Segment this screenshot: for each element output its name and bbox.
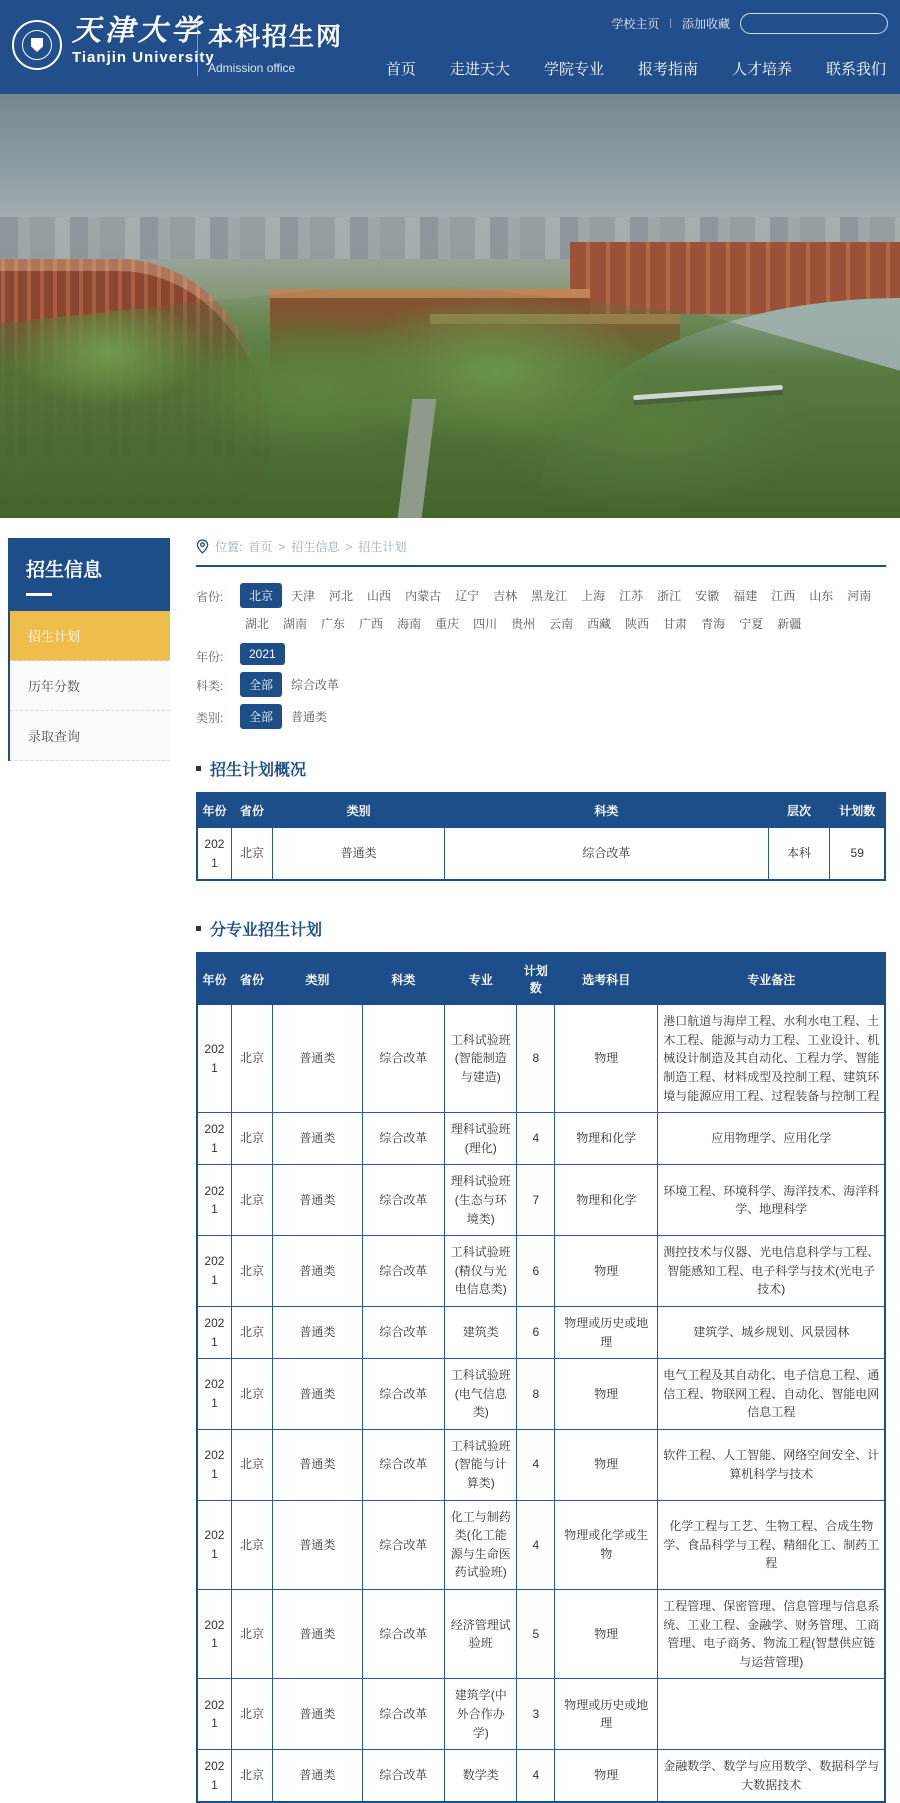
- table-cell: 理科试验班(生态与环境类): [445, 1165, 517, 1236]
- province-option[interactable]: 江西: [771, 589, 796, 603]
- province-option[interactable]: 广东: [321, 617, 346, 631]
- table-cell: 应用物理学、应用化学: [658, 1113, 885, 1165]
- plans-section-title: [196, 917, 886, 940]
- province-options-row1: [240, 583, 876, 608]
- nav-item[interactable]: 学院专业: [543, 61, 604, 78]
- category-option[interactable]: 普通类: [291, 710, 328, 724]
- province-option[interactable]: 安徽: [695, 589, 720, 603]
- table-cell: 工科试验班(精仪与光电信息类): [445, 1236, 517, 1307]
- column-header: 专业备注: [658, 953, 885, 1005]
- table-cell: 建筑学(中外合作办学): [445, 1679, 517, 1750]
- nav-item[interactable]: 人才培养: [731, 61, 792, 78]
- nav-item[interactable]: 报考指南: [637, 61, 698, 78]
- breadcrumb-prefix: 位置:: [215, 540, 243, 554]
- table-cell: 北京: [231, 1005, 272, 1113]
- table-cell: 化工与制药类(化工能源与生命医药试验班): [445, 1500, 517, 1589]
- table-cell: 普通类: [273, 828, 445, 881]
- breadcrumb-enrollment-info[interactable]: 招生信息: [291, 540, 340, 554]
- table-cell: 北京: [231, 1165, 272, 1236]
- sidebar-item-enrollment-plan[interactable]: 招生计划: [10, 611, 170, 661]
- table-cell: 物理: [555, 1236, 658, 1307]
- table-cell: 6: [517, 1306, 555, 1358]
- table-cell: 普通类: [273, 1500, 362, 1589]
- province-option[interactable]: 西藏: [587, 617, 612, 631]
- breadcrumb-separator: >: [345, 539, 353, 554]
- subject-option[interactable]: 综合改革: [291, 678, 340, 692]
- subject-filter-label: 科类:: [196, 679, 224, 693]
- table-cell: 6: [517, 1236, 555, 1307]
- table-cell: 北京: [231, 1359, 272, 1430]
- table-cell: 2021: [197, 1750, 231, 1803]
- province-option[interactable]: 山西: [367, 589, 392, 603]
- table-cell: 普通类: [273, 1113, 362, 1165]
- subject-filter-row: [196, 672, 886, 697]
- subject-option-all[interactable]: 全部: [240, 672, 282, 697]
- site-header: [0, 0, 900, 94]
- column-header: 专业: [445, 953, 517, 1005]
- filter-panel: [196, 583, 886, 729]
- table-cell: 数学类: [445, 1750, 517, 1803]
- province-option[interactable]: 云南: [549, 617, 574, 631]
- table-cell: 2021: [197, 1165, 231, 1236]
- table-cell: 普通类: [273, 1590, 362, 1679]
- school-home-link[interactable]: 学校主页: [611, 17, 660, 31]
- table-cell: 5: [517, 1590, 555, 1679]
- province-option[interactable]: 浙江: [657, 589, 682, 603]
- province-option[interactable]: 北京: [240, 583, 282, 608]
- nav-item[interactable]: 首页: [385, 61, 416, 78]
- breadcrumb-home[interactable]: 首页: [248, 540, 273, 554]
- breadcrumb: [196, 538, 886, 567]
- table-cell: 普通类: [273, 1236, 362, 1307]
- column-header: 层次: [768, 793, 830, 828]
- province-option[interactable]: 上海: [581, 589, 606, 603]
- table-row: [197, 1165, 885, 1236]
- table-cell: 北京: [231, 1306, 272, 1358]
- table-cell: 物理: [555, 1750, 658, 1803]
- table-cell: 工科试验班(智能制造与建造): [445, 1005, 517, 1113]
- sidebar-item-admission-query[interactable]: 录取查询: [10, 711, 170, 761]
- table-cell: 2021: [197, 1005, 231, 1113]
- main-nav: [386, 58, 886, 79]
- province-option[interactable]: 新疆: [777, 617, 802, 631]
- overview-table-header-row: [197, 793, 885, 828]
- table-cell: 2021: [197, 1679, 231, 1750]
- table-cell: 4: [517, 1750, 555, 1803]
- page-content: [0, 518, 900, 1803]
- table-row: [197, 1679, 885, 1750]
- province-option[interactable]: 广西: [359, 617, 384, 631]
- table-row: [197, 1113, 885, 1165]
- table-cell: 2021: [197, 1359, 231, 1430]
- column-header: 选考科目: [555, 953, 658, 1005]
- table-cell: 4: [517, 1500, 555, 1589]
- plans-table-body: [197, 1005, 885, 1803]
- table-cell: 2021: [197, 1590, 231, 1679]
- table-cell: 综合改革: [362, 1750, 445, 1803]
- sidebar: [8, 538, 170, 1803]
- province-option[interactable]: 湖北: [245, 617, 270, 631]
- province-option[interactable]: 贵州: [511, 617, 536, 631]
- table-cell: 8: [517, 1359, 555, 1430]
- province-option[interactable]: 湖南: [283, 617, 308, 631]
- section-bullet-icon: [196, 766, 201, 771]
- table-cell: 8: [517, 1005, 555, 1113]
- province-option[interactable]: 青海: [701, 617, 726, 631]
- plans-table-header-row: [197, 953, 885, 1005]
- category-option-all[interactable]: 全部: [240, 704, 282, 729]
- table-cell: 2021: [197, 1500, 231, 1589]
- column-header: 科类: [362, 953, 445, 1005]
- table-cell: 2021: [197, 828, 231, 881]
- table-cell: [658, 1679, 885, 1750]
- province-option[interactable]: 河南: [847, 589, 872, 603]
- table-cell: 综合改革: [362, 1679, 445, 1750]
- table-cell: 综合改革: [362, 1429, 445, 1500]
- table-cell: 普通类: [273, 1750, 362, 1803]
- table-row: [197, 1500, 885, 1589]
- nav-item[interactable]: 走进天大: [449, 61, 510, 78]
- table-cell: 本科: [768, 828, 830, 881]
- plans-table: [196, 952, 886, 1803]
- table-cell: 工程管理、保密管理、信息管理与信息系统、工业工程、金融学、财务管理、工商管理、电子商务、物流工程(智慧供应链与运营管理): [658, 1590, 885, 1679]
- shield-icon: [31, 38, 43, 52]
- table-cell: 物理或历史或地理: [555, 1679, 658, 1750]
- table-cell: 综合改革: [362, 1236, 445, 1307]
- table-row: [197, 1306, 885, 1358]
- table-cell: 4: [517, 1113, 555, 1165]
- table-cell: 普通类: [273, 1306, 362, 1358]
- table-cell: 普通类: [273, 1165, 362, 1236]
- table-cell: 北京: [231, 1590, 272, 1679]
- province-option[interactable]: 内蒙古: [405, 589, 442, 603]
- overview-table-body: [197, 828, 885, 881]
- table-cell: 物理: [555, 1590, 658, 1679]
- table-row: [197, 1236, 885, 1307]
- site-title-block: [208, 17, 343, 75]
- table-cell: 工科试验班(智能与计算类): [445, 1429, 517, 1500]
- section-bullet-icon: [196, 926, 201, 931]
- province-option[interactable]: 黑龙江: [531, 589, 568, 603]
- overview-table: [196, 792, 886, 881]
- column-header: 计划数: [517, 953, 555, 1005]
- table-cell: 化学工程与工艺、生物工程、合成生物学、食品科学与工程、精细化工、制药工程: [658, 1500, 885, 1589]
- province-filter-row: [196, 583, 886, 636]
- province-option[interactable]: 海南: [397, 617, 422, 631]
- year-filter-label: 年份:: [196, 650, 224, 664]
- province-filter-label: 省份:: [196, 590, 224, 604]
- column-header: 省份: [231, 793, 272, 828]
- site-subtitle: Admission office: [208, 61, 296, 75]
- table-cell: 7: [517, 1165, 555, 1236]
- column-header: 科类: [445, 793, 768, 828]
- table-cell: 3: [517, 1679, 555, 1750]
- table-cell: 北京: [231, 1429, 272, 1500]
- column-header: 类别: [273, 953, 362, 1005]
- subject-options: [240, 672, 344, 697]
- category-filter-row: [196, 704, 886, 729]
- province-option[interactable]: 吉林: [493, 589, 518, 603]
- table-cell: 2021: [197, 1236, 231, 1307]
- main-column: [196, 538, 886, 1803]
- sidebar-header: [8, 538, 170, 611]
- location-pin-icon: [196, 539, 209, 554]
- table-cell: 建筑学、城乡规划、风景园林: [658, 1306, 885, 1358]
- table-cell: 物理和化学: [555, 1165, 658, 1236]
- sidebar-item-past-scores[interactable]: 历年分数: [10, 661, 170, 711]
- nav-item[interactable]: 联系我们: [825, 61, 886, 78]
- search-input[interactable]: [740, 13, 888, 34]
- header-topbar: [611, 13, 888, 34]
- table-cell: 综合改革: [362, 1165, 445, 1236]
- table-row: [197, 1590, 885, 1679]
- table-cell: 普通类: [273, 1359, 362, 1430]
- year-filter-row: [196, 643, 886, 665]
- province-option[interactable]: 河北: [329, 589, 354, 603]
- column-header: 类别: [273, 793, 445, 828]
- table-cell: 北京: [231, 1236, 272, 1307]
- table-cell: 综合改革: [362, 1359, 445, 1430]
- breadcrumb-enrollment-plan[interactable]: 招生计划: [358, 540, 407, 554]
- table-cell: 综合改革: [445, 828, 768, 881]
- year-options: [240, 643, 285, 665]
- table-cell: 2021: [197, 1306, 231, 1358]
- table-cell: 北京: [231, 1679, 272, 1750]
- header-divider: [197, 18, 198, 76]
- table-cell: 普通类: [273, 1005, 362, 1113]
- table-cell: 理科试验班(理化): [445, 1113, 517, 1165]
- table-row: [197, 1750, 885, 1803]
- table-cell: 综合改革: [362, 1005, 445, 1113]
- plans-title-text: 分专业招生计划: [210, 922, 323, 940]
- table-cell: 环境工程、环境科学、海洋技术、海洋科学、地理科学: [658, 1165, 885, 1236]
- table-cell: 普通类: [273, 1429, 362, 1500]
- overview-section-title: [196, 757, 886, 780]
- table-cell: 电气工程及其自动化、电子信息工程、通信工程、物联网工程、自动化、智能电网信息工程: [658, 1359, 885, 1430]
- table-row: [197, 1429, 885, 1500]
- table-cell: 北京: [231, 1113, 272, 1165]
- school-name-chinese: 天津大学: [72, 13, 205, 47]
- table-row: [197, 1359, 885, 1430]
- add-favorite-link[interactable]: 添加收藏: [681, 17, 730, 31]
- table-cell: 2021: [197, 1429, 231, 1500]
- table-cell: 软件工程、人工智能、网络空间安全、计算机科学与技术: [658, 1429, 885, 1500]
- table-cell: 工科试验班(电气信息类): [445, 1359, 517, 1430]
- province-option[interactable]: 天津: [291, 589, 316, 603]
- table-cell: 综合改革: [362, 1306, 445, 1358]
- university-seal-logo[interactable]: [12, 20, 62, 70]
- province-option[interactable]: 陕西: [625, 617, 650, 631]
- topbar-separator: |: [669, 18, 672, 29]
- table-cell: 经济管理试验班: [445, 1590, 517, 1679]
- sidebar-title-underline: [26, 593, 52, 596]
- table-cell: 物理: [555, 1359, 658, 1430]
- category-options: [240, 704, 332, 729]
- province-option[interactable]: 宁夏: [739, 617, 764, 631]
- table-cell: 北京: [231, 1500, 272, 1589]
- province-option[interactable]: 甘肃: [663, 617, 688, 631]
- table-cell: 北京: [231, 828, 272, 881]
- breadcrumb-separator: >: [278, 539, 286, 554]
- province-options-row2: [240, 611, 876, 636]
- table-cell: 2021: [197, 1113, 231, 1165]
- campus-banner-image: [0, 94, 900, 518]
- province-option[interactable]: 四川: [473, 617, 498, 631]
- school-name-english: Tianjin University: [72, 49, 215, 67]
- table-cell: 物理或化学或生物: [555, 1500, 658, 1589]
- table-cell: 物理或历史或地理: [555, 1306, 658, 1358]
- table-cell: 物理: [555, 1429, 658, 1500]
- sidebar-menu: [8, 611, 170, 761]
- seal-inner-ring: [22, 30, 52, 60]
- table-cell: 建筑类: [445, 1306, 517, 1358]
- province-option[interactable]: 辽宁: [455, 589, 480, 603]
- table-cell: 综合改革: [362, 1590, 445, 1679]
- column-header: 计划数: [830, 793, 885, 828]
- table-row: [197, 1005, 885, 1113]
- table-row: [197, 828, 885, 881]
- category-filter-label: 类别:: [196, 711, 224, 725]
- province-option[interactable]: 重庆: [435, 617, 460, 631]
- table-cell: 金融数学、数学与应用数学、数据科学与大数据技术: [658, 1750, 885, 1803]
- column-header: 省份: [231, 953, 272, 1005]
- table-cell: 物理和化学: [555, 1113, 658, 1165]
- sidebar-title: 招生信息: [26, 560, 103, 581]
- table-cell: 59: [830, 828, 885, 881]
- table-cell: 港口航道与海岸工程、水利水电工程、土木工程、能源与动力工程、工业设计、机械设计制造及其自动化、工程力学、智能制造工程、材料成型及控制工程、建筑环境与能源应用工程、过程装备与控制工程: [658, 1005, 885, 1113]
- table-cell: 测控技术与仪器、光电信息科学与工程、智能感知工程、电子科学与技术(光电子技术): [658, 1236, 885, 1307]
- table-cell: 4: [517, 1429, 555, 1500]
- province-option[interactable]: 福建: [733, 589, 758, 603]
- year-option[interactable]: 2021: [240, 643, 285, 665]
- province-option[interactable]: 山东: [809, 589, 834, 603]
- table-cell: 物理: [555, 1005, 658, 1113]
- province-option[interactable]: 江苏: [619, 589, 644, 603]
- province-options: [240, 583, 876, 636]
- overview-title-text: 招生计划概况: [210, 762, 307, 779]
- site-title: 本科招生网: [208, 23, 344, 51]
- table-cell: 普通类: [273, 1679, 362, 1750]
- column-header: 年份: [197, 793, 231, 828]
- table-cell: 综合改革: [362, 1113, 445, 1165]
- table-cell: 北京: [231, 1750, 272, 1803]
- column-header: 年份: [197, 953, 231, 1005]
- table-cell: 综合改革: [362, 1500, 445, 1589]
- school-name-block: [72, 14, 215, 66]
